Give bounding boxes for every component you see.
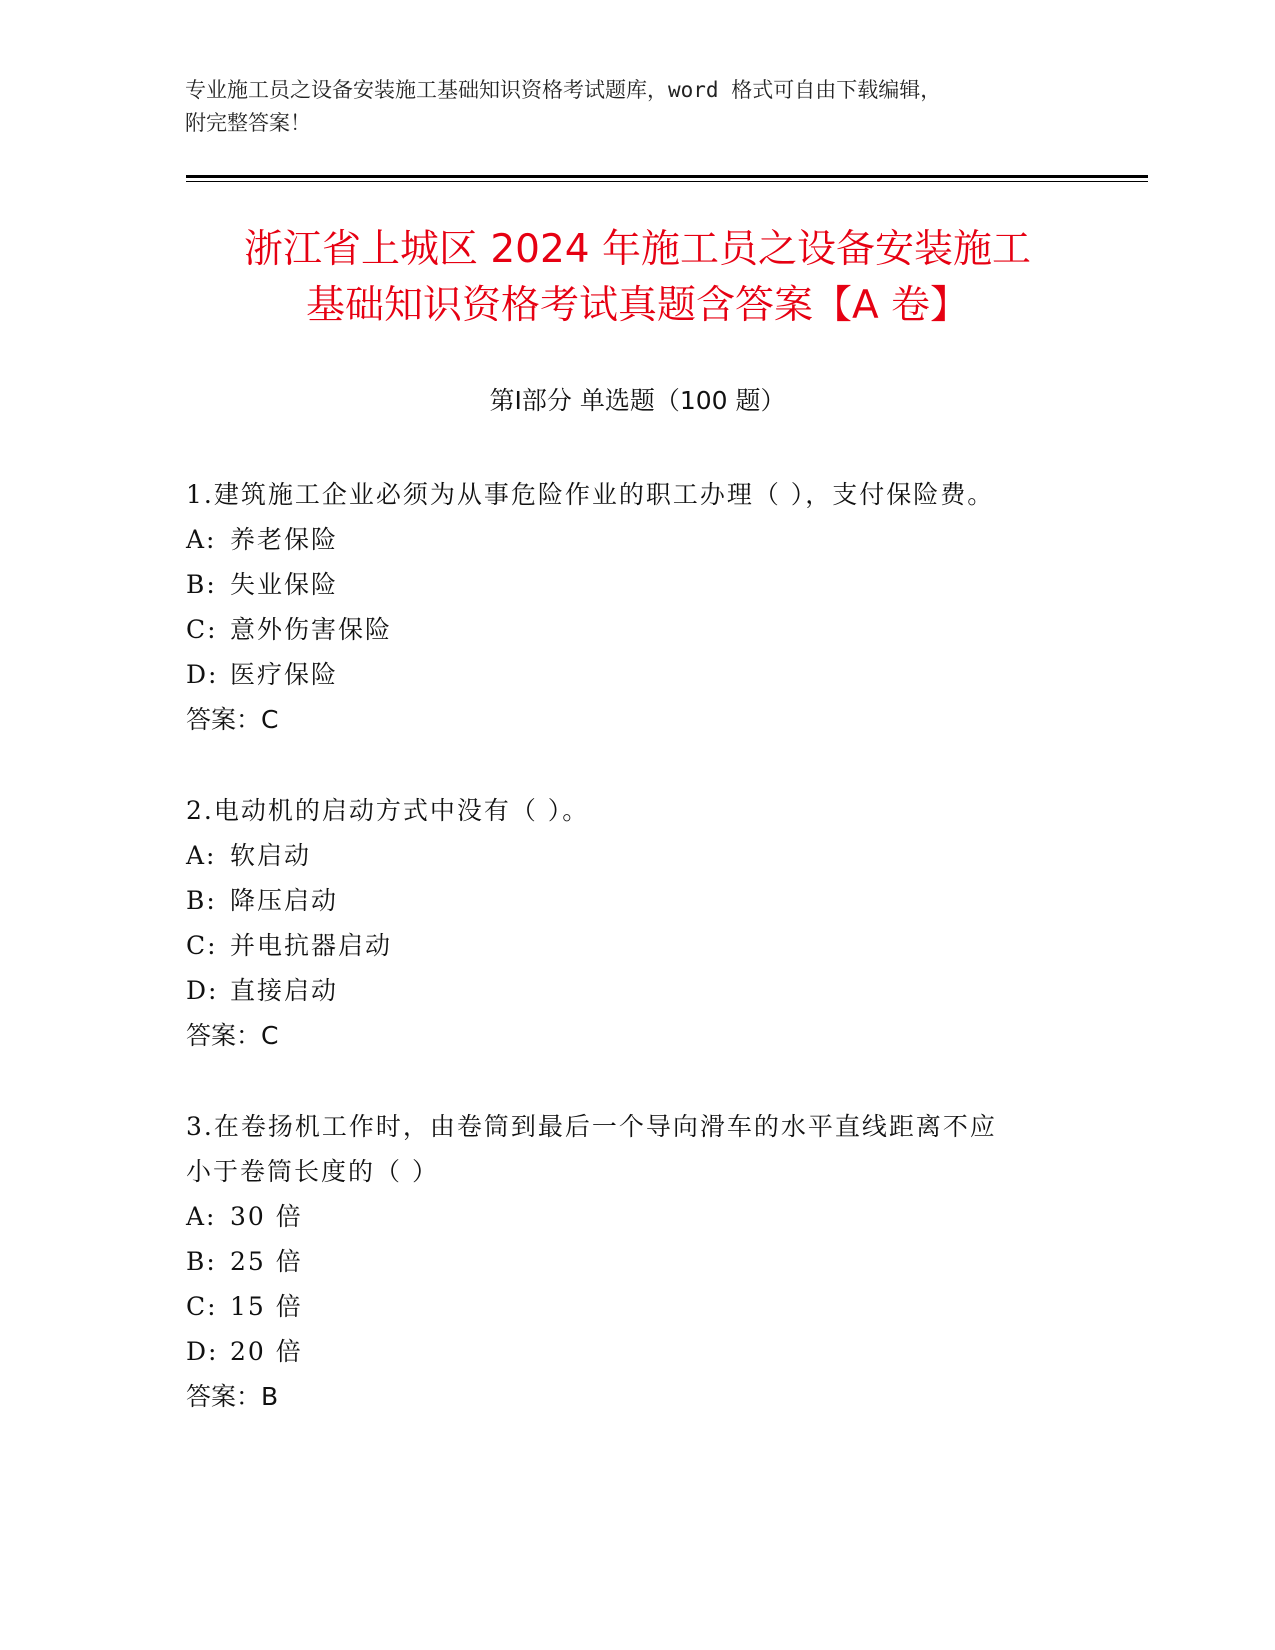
question-2 [186,788,589,1058]
option-key: B: [186,1247,217,1276]
document-title-line-1: 浙江省上城区 2024 年施工员之设备安装施工 [243,227,1032,272]
option-c [186,607,994,652]
option-text: 失业保险 [230,570,339,599]
option-text: 养老保险 [230,525,339,554]
header-note-line-1: 专业施工员之设备安装施工基础知识资格考试题库，word 格式可自由下载编辑， [185,78,942,102]
option-c [186,1284,997,1329]
option-key: A: [186,525,217,554]
question-stem-line-2: 小于卷筒长度的（ ） [186,1157,439,1186]
option-text: 软启动 [230,841,312,870]
option-key: C: [186,1292,218,1321]
header-note [185,74,1085,140]
option-text: 20 倍 [230,1337,303,1366]
option-d [186,1329,997,1374]
option-c [186,923,589,968]
option-key: C: [186,615,218,644]
option-b [186,878,589,923]
answer-line: 答案：B [186,1382,279,1411]
option-text: 30 倍 [230,1202,303,1231]
document-title [150,222,1125,334]
option-text: 15 倍 [230,1292,303,1321]
header-divider-thin [186,181,1148,182]
option-a [186,1194,997,1239]
header-divider-thick [186,175,1148,178]
option-key: A: [186,1202,217,1231]
option-d [186,652,994,697]
question-stem-line-1: 3.在卷扬机工作时，由卷筒到最后一个导向滑车的水平直线距离不应 [186,1112,997,1141]
question-1 [186,472,994,742]
answer-line: 答案：C [186,705,279,734]
question-3 [186,1104,997,1419]
answer-line: 答案：C [186,1021,279,1050]
option-d [186,968,589,1013]
option-text: 降压启动 [230,886,339,915]
option-key: D: [186,976,219,1005]
header-note-line-2: 附完整答案！ [185,111,311,135]
document-title-line-2: 基础知识资格考试真题含答案【A 卷】 [305,283,970,328]
option-text: 并电抗器启动 [230,931,393,960]
option-key: A: [186,841,217,870]
option-key: D: [186,1337,219,1366]
question-stem: 1.建筑施工企业必须为从事危险作业的职工办理（ ），支付保险费。 [186,480,995,509]
option-text: 25 倍 [230,1247,303,1276]
section-title: 第Ⅰ部分 单选题（100 题） [489,386,786,415]
question-stem: 2.电动机的启动方式中没有（ ）。 [186,796,590,825]
option-text: 直接启动 [230,976,339,1005]
option-b [186,1239,997,1284]
option-text: 意外伤害保险 [230,615,393,644]
option-key: B: [186,570,217,599]
option-b [186,562,994,607]
option-text: 医疗保险 [230,660,339,689]
option-key: B: [186,886,217,915]
option-key: C: [186,931,218,960]
option-a [186,517,994,562]
option-a [186,833,589,878]
option-key: D: [186,660,219,689]
